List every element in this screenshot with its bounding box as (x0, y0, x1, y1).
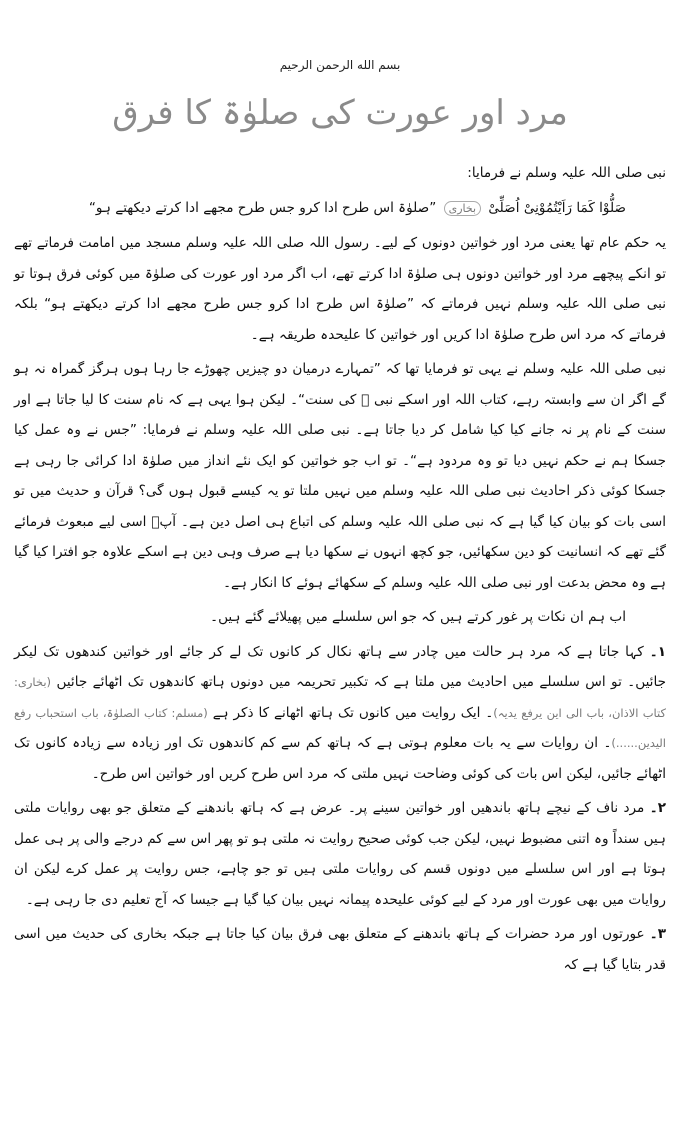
hadith-source: بخاری (444, 201, 481, 216)
hadith-quote (14, 193, 666, 225)
point-2 (14, 793, 666, 915)
paragraph: اب ہم ان نکات پر غور کرتے ہیں کہ جو اس سلسلے میں پھیلائے گئے ہیں۔ (210, 609, 626, 625)
point-number: ۱۔ (649, 643, 666, 660)
point-number: ۲۔ (649, 800, 666, 816)
point-text: عورتوں اور مرد حضرات کے ہاتھ باندھنے کے متعلق بھی فرق بیان کیا جاتا ہے جبکہ بخاری کی حدیث میں اسی قدر بتایا گیا ہے کہ (14, 926, 666, 973)
intro-lead: نبی صلی اللہ علیہ وسلم نے فرمایا: (467, 165, 666, 181)
hadith-arabic: صَلُّوْا كَمَا رَاَیْتُمُوْنِیْ اُصَلِّیْ (488, 199, 626, 216)
paragraph: نبی صلی اللہ علیہ وسلم نے یہی تو فرمایا تھا کہ ”تمہارے درمیان دو چیزیں چھوڑے جا رہا ہوں ہرگز گمراہ نہ ہو گے اگر ان سے وابستہ رہے، کتاب اللہ اور اسکے نبی ؐ کی سنت“۔ لیکن ہوا یہی ہے کہ نام سنت کا لیا جاتا ہے اور سنت کے نام پر نہ جانے کیا کیا شامل کر دیا جاتا ہے۔ نبی صلی اللہ علیہ وسلم نے فرمایا: ”جس نے وہ عمل کیا جسکا ہم نے حکم نہیں دیا تو وہ مردود ہے“۔ تو اب جو خواتین کو ایک نئے انداز میں صلوٰۃ ادا کرائی جا رہی ہے جسکا کوئی ذکر احادیث نبی صلی اللہ علیہ وسلم میں نہیں ملتا تو یہ کیسے قبول ہوں گی؟ قرآن و حدیث میں تو اسی بات کو بیان کیا گیا ہے کہ نبی صلی اللہ علیہ وسلم کی اتباع ہی اصل دین ہے۔ آپؐ اسی لیے مبعوث فرمائے گئے تھے کہ انسانیت کو دین سکھائیں، جو کچھ انہوں نے سکھا دیا ہے صرف وہی دین ہے اسکے علاوہ جو افترا کیا گیا ہے وہ محض بدعت اور نبی صلی اللہ علیہ وسلم کے سکھائے ہوئے کا انکار ہے۔ (14, 361, 666, 591)
bismillah: بسم الله الرحمن الرحیم (279, 58, 401, 72)
document-body (14, 158, 666, 984)
point-text: ۔ ایک روایت میں کانوں تک ہاتھ اٹھانے کا ذکر ہے (212, 704, 494, 721)
reference: (مسلم: کتاب الصلوٰۃ، باب استحباب رفع الیدین......) (14, 705, 666, 750)
point-number: ۳۔ (649, 926, 667, 942)
point-text: ۔ ان روایات سے یہ بات معلوم ہوتی ہے کہ ہاتھ کم سے کم کاندھوں تک اور زیادہ سے زیادہ کانوں تک اٹھائے جائیں، لیکن اس بات کی کوئی وضاحت نہیں ملتی کہ مرد اس طرح کریں اور خواتین اس طرح۔ (14, 735, 666, 782)
hadith-translation: ”صلوٰۃ اس طرح ادا کرو جس طرح مجھے ادا کرتے دیکھتے ہو“ (88, 199, 437, 216)
point-1 (14, 637, 666, 790)
point-text: مرد ناف کے نیچے ہاتھ باندھیں اور خواتین سینے پر۔ عرض ہے کہ ہاتھ باندھنے کے متعلق جو بھی روایات ملتی ہیں سنداً وہ اتنی مضبوط نہیں، لیکن جب کوئی صحیح روایت نہ ملتی ہو تو پھر اس سے کم درجے والی پر ہی عمل ہوتا ہے اور اس سلسلے میں دونوں قسم کی روایات ملتی ہیں تو جو چاہے، جس روایت پر عمل کرے لیکن ان روایات میں بھی عورت اور مرد کے لیے کوئی علیحدہ پیمانہ نہیں بیان کیا گیا ہے جیسا کہ آج تعلیم دی جا رہی ہے۔ (14, 800, 666, 908)
paragraph: یہ حکم عام تھا یعنی مرد اور خواتین دونوں کے لیے۔ رسول اللہ صلی اللہ علیہ وسلم مسجد میں امامت فرماتے تھے تو انکے پیچھے مرد اور خواتین دونوں ہی صلوٰۃ ادا کرتے تھے، اب اگر مرد اور عورت کی صلوٰۃ میں کوئی فرق ہوتا تو نبی صلی اللہ علیہ وسلم نہیں فرماتے کہ ”صلوٰۃ اس طرح ادا کرو جس طرح مجھے ادا کرتے دیکھتے ہو“ بلکہ فرماتے کہ مرد اس طرح صلوٰۃ ادا کریں اور خواتین کا علیحدہ طریقہ ہے۔ (14, 235, 666, 343)
page-title: مرد اور عورت کی صلوٰۃ کا فرق (112, 93, 568, 133)
point-text: کہا جاتا ہے کہ مرد ہر حالت میں چادر سے ہاتھ نکال کر کانوں تک لے کر جائے اور خواتین کندھوں تک لیکر جائیں۔ تو اس سلسلے میں احادیث میں ملتا ہے کہ تکبیر تحریمہ میں دونوں ہاتھ کاندھوں تک اٹھائے جائیں (14, 643, 666, 690)
point-3 (14, 919, 666, 980)
reference: (بخاری: کتاب الاذان، باب الی این یرفع یدیہ) (14, 675, 667, 720)
